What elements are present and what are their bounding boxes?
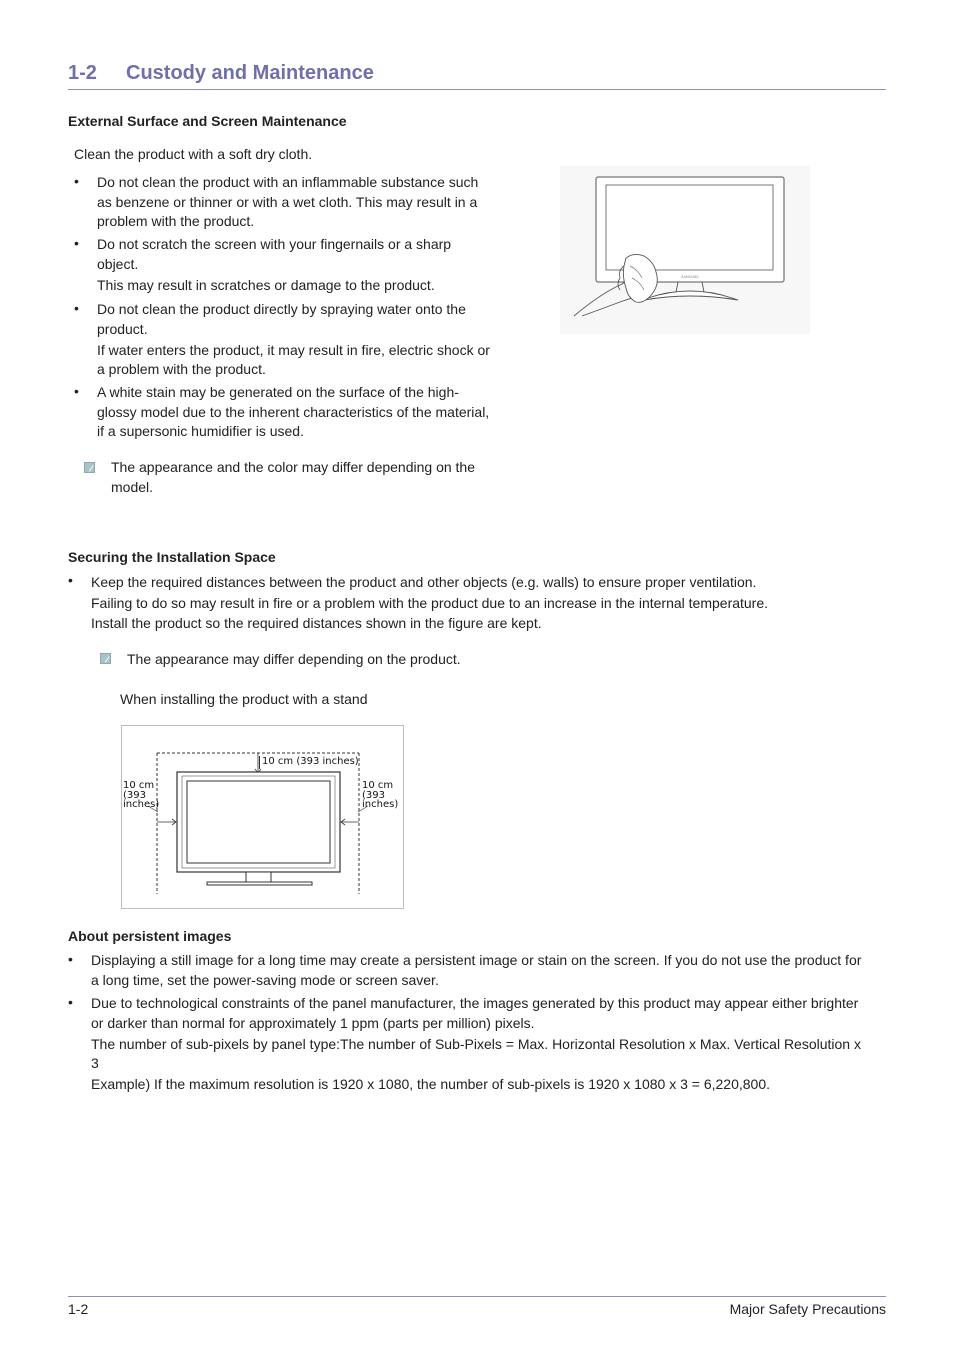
persistent-heading: About persistent images — [68, 928, 232, 944]
bullet-line: The number of sub-pixels by panel type:The number of Sub-Pixels = Max. Horizontal Resolution x Max. Vertical Resolution x — [91, 1035, 861, 1052]
bullet-line: Example) If the maximum resolution is 1920 x 1080, the number of sub-pixels is 1920 x 1080 x 3 = 6,220,800. — [91, 1075, 770, 1092]
installation-caption: When installing the product with a stand — [120, 691, 368, 707]
section-number: 1-2 — [68, 62, 97, 84]
bullet-line: product. — [97, 320, 148, 337]
bullet-line: A white stain may be generated on the surface of the high- — [97, 384, 459, 400]
bullet-line: Do not scratch the screen with your fingernails or a sharp — [97, 236, 452, 252]
footer-page-number: 1-2 — [68, 1301, 89, 1317]
top-clearance-label: 10 cm (393 inches) — [262, 756, 359, 767]
bullet-line: Displaying a still image for a long time may create a persistent image or stain on the screen. If you do not use the product for — [91, 952, 862, 968]
footer-rule — [68, 1296, 886, 1297]
bullet-line: or darker than normal for approximately 1 ppm (parts per million) pixels. — [91, 1014, 535, 1031]
brand-label: SAMSUNG — [681, 275, 699, 279]
footer-chapter: Major Safety Precautions — [729, 1301, 886, 1317]
section-title-text: Custody and Maintenance — [126, 62, 374, 84]
note-icon — [84, 462, 95, 473]
right-clearance-label: 10 cm (393 inches) — [362, 780, 399, 810]
cleaning-illustration — [560, 166, 810, 334]
bullet-line: Keep the required distances between the product and other objects (e.g. walls) to ensure proper ventilation. — [91, 574, 757, 590]
left-clearance-label: 10 cm (393 inches) — [123, 780, 160, 810]
bullet-line: problem with the product. — [97, 213, 255, 229]
bullet-line: This may result in scratches or damage to the product. — [97, 276, 435, 293]
installation-heading: Securing the Installation Space — [68, 549, 276, 565]
bullet-line: If water enters the product, it may result in fire, electric shock or — [97, 341, 490, 358]
bullet-line: 3 — [91, 1055, 99, 1071]
bullet-line: Failing to do so may result in fire or a problem with the product due to an increase in the internal temperature. — [91, 594, 769, 611]
bullet-line: glossy model due to the inherent characteristics of the material, — [97, 403, 490, 420]
title-rule — [68, 89, 886, 90]
bullet-line: Do not clean the product with an inflammable substance such — [97, 174, 479, 190]
bullet-line: Do not clean the product directly by spraying water onto the — [97, 301, 466, 317]
bullet-line: a problem with the product. — [97, 361, 266, 377]
section-title — [68, 62, 374, 85]
bullet-line: if a supersonic humidifier is used. — [97, 423, 304, 439]
external-note: The appearance and the color may differ depending on the model. — [111, 459, 475, 495]
clearance-figure — [121, 725, 404, 909]
bullet-line: object. — [97, 255, 139, 272]
clearance-diagram — [122, 726, 403, 908]
external-heading: External Surface and Screen Maintenance — [68, 113, 347, 129]
bullet-line: Install the product so the required distances shown in the figure are kept. — [91, 615, 542, 631]
external-intro: Clean the product with a soft dry cloth. — [74, 146, 313, 162]
installation-note: The appearance may differ depending on the product. — [127, 651, 461, 667]
bullet-line: Due to technological constraints of the panel manufacturer, the images generated by this product may appear either brighter — [91, 995, 859, 1011]
note-icon — [100, 653, 111, 664]
bullet-line: as benzene or thinner or with a wet cloth. This may result in a — [97, 193, 478, 210]
monitor-cleaning-icon — [560, 166, 810, 334]
bullet-line: a long time, set the power-saving mode or screen saver. — [91, 971, 439, 988]
